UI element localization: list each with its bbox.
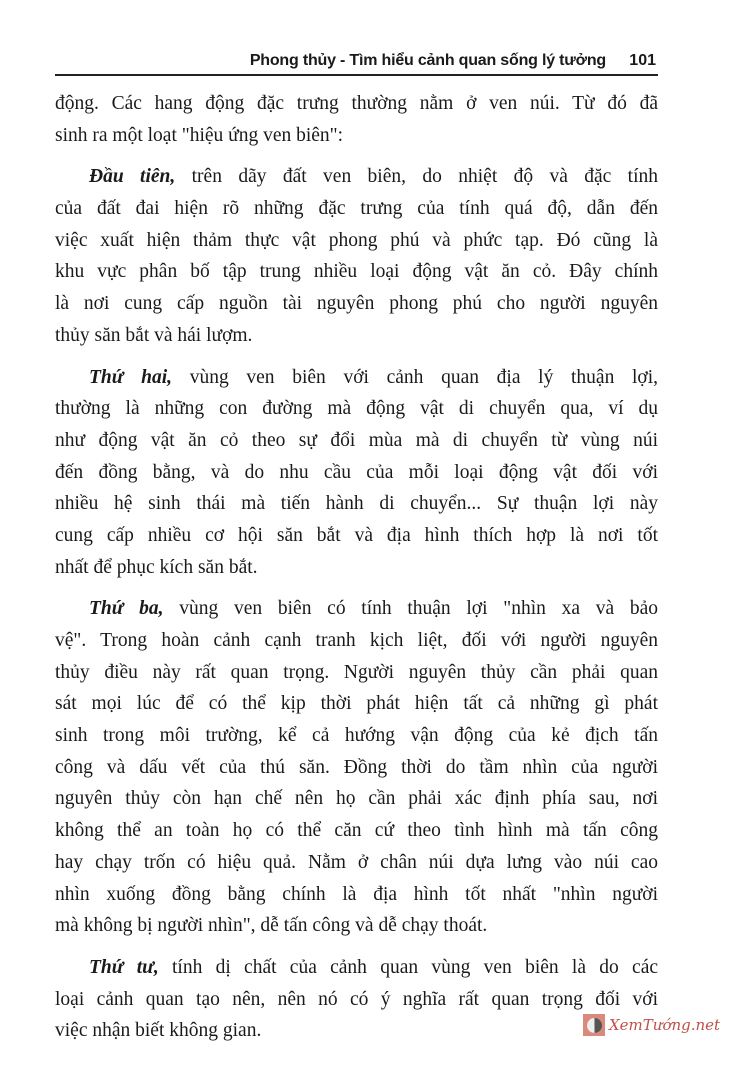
text-line [55, 593, 658, 625]
text-line [55, 393, 658, 425]
line-text: thủy điều này rất quan trọng. Người nguyên thủy cần phải quan [55, 661, 658, 683]
text-line [55, 720, 658, 752]
line-text: sinh ra một loạt "hiệu ứng ven biên": [55, 124, 344, 146]
line-text: đến đồng bằng, và do nhu cầu của mỗi loại động vật đối với [55, 461, 658, 483]
text-line [55, 425, 658, 457]
line-text: việc nhận biết không gian. [55, 1020, 262, 1042]
paragraph-lead: Đầu tiên, [89, 166, 176, 188]
page-body [55, 88, 658, 1057]
line-text: vùng ven biên có tính thuận lợi "nhìn xa và bảo [179, 598, 659, 620]
running-header [55, 50, 658, 76]
header-title: Phong thủy - Tìm hiểu cảnh quan sống lý tưởng [249, 52, 606, 69]
line-text: sát mọi lúc để có thể kịp thời phát hiện tất cả những gì phát [55, 693, 658, 715]
text-line [55, 952, 658, 984]
paragraph [55, 593, 658, 942]
text-line [55, 288, 658, 320]
paragraph [55, 88, 658, 151]
text-line [55, 625, 658, 657]
line-text: của đất đai hiện rõ những đặc trưng của tính quá độ, dẫn đến [55, 198, 658, 220]
text-line [55, 120, 658, 152]
line-text: hay chạy trốn có hiệu quả. Nằm ở chân núi dựa lưng vào núi cao [55, 851, 658, 873]
text-line [55, 657, 658, 689]
line-text: nguyên thủy còn hạn chế nên họ cần phải xác định phía sau, nơi [55, 788, 658, 810]
line-text: vệ". Trong hoàn cảnh cạnh tranh kịch liệt, đối với người nguyên [55, 630, 658, 651]
line-text: công và dấu vết của thú săn. Đồng thời do tầm nhìn của người [55, 756, 658, 778]
line-text: việc xuất hiện thảm thực vật phong phú và phức tạp. Đó cũng là [55, 229, 658, 251]
line-text: động. Các hang động đặc trưng thường nằm ở ven núi. Từ đó đã [55, 93, 658, 114]
text-line [55, 552, 658, 584]
line-text: nhìn xuống đồng bằng chính là địa hình tốt nhất "nhìn người [55, 883, 658, 905]
line-text: tính dị chất của cảnh quan vùng ven biên là do các [171, 956, 659, 978]
line-text: nhiều hệ sinh thái mà tiến hành di chuyển... Sự thuận lợi này [55, 493, 658, 515]
paragraph [55, 362, 658, 584]
text-line [55, 520, 658, 552]
text-line [55, 225, 658, 257]
text-line [55, 362, 658, 394]
line-text: sinh trong môi trường, kể cả hướng vận động của kẻ địch tấn [55, 725, 658, 747]
watermark-text: XemTướng.net [609, 1016, 721, 1034]
text-line [55, 320, 658, 352]
text-line [55, 256, 658, 288]
paragraph [55, 161, 658, 351]
line-text: thường là những con đường mà động vật di chuyển qua, ví dụ [55, 398, 658, 420]
text-line [55, 688, 658, 720]
line-text: mà không bị người nhìn", dễ tấn công và dễ chạy thoát. [55, 915, 488, 937]
text-line [55, 488, 658, 520]
paragraph-lead: Thứ tư, [89, 956, 159, 978]
text-line [55, 88, 658, 120]
line-text: cung cấp nhiều cơ hội săn bắt và địa hình thích hợp là nơi tốt [55, 524, 658, 546]
text-line [55, 752, 658, 784]
paragraph [55, 952, 658, 1047]
text-line [55, 815, 658, 847]
line-text: như động vật ăn cỏ theo sự đổi mùa mà di chuyển từ vùng núi [55, 429, 658, 451]
line-text: nhất để phục kích săn bắt. [55, 556, 258, 578]
paragraph-lead: Thứ hai, [89, 366, 173, 388]
line-text: loại cảnh quan tạo nên, nên nó có ý nghĩa rất quan trọng đối với [55, 988, 658, 1010]
line-text: thủy săn bắt và hái lượm. [55, 324, 253, 346]
text-line [55, 847, 658, 879]
paragraph-lead: Thứ ba, [89, 598, 164, 620]
line-text: trên dãy đất ven biên, do nhiệt độ và đặc tính [191, 166, 659, 188]
line-text: không thể an toàn họ có thể căn cứ theo tình hình mà tấn công [55, 820, 658, 842]
line-text: vùng ven biên với cảnh quan địa lý thuận lợi, [189, 366, 659, 388]
text-line [55, 910, 658, 942]
text-line [55, 193, 658, 225]
yin-yang-icon [583, 1014, 605, 1036]
text-line [55, 1015, 658, 1047]
text-line [55, 783, 658, 815]
page-number: 101 [629, 52, 656, 69]
line-text: là nơi cung cấp nguồn tài nguyên phong phú cho người nguyên [55, 293, 658, 315]
text-line [55, 161, 658, 193]
text-line [55, 879, 658, 911]
line-text: khu vực phân bố tập trung nhiều loại động vật ăn cỏ. Đây chính [55, 261, 658, 283]
text-line [55, 984, 658, 1016]
text-line [55, 457, 658, 489]
watermark-logo [583, 1014, 720, 1036]
